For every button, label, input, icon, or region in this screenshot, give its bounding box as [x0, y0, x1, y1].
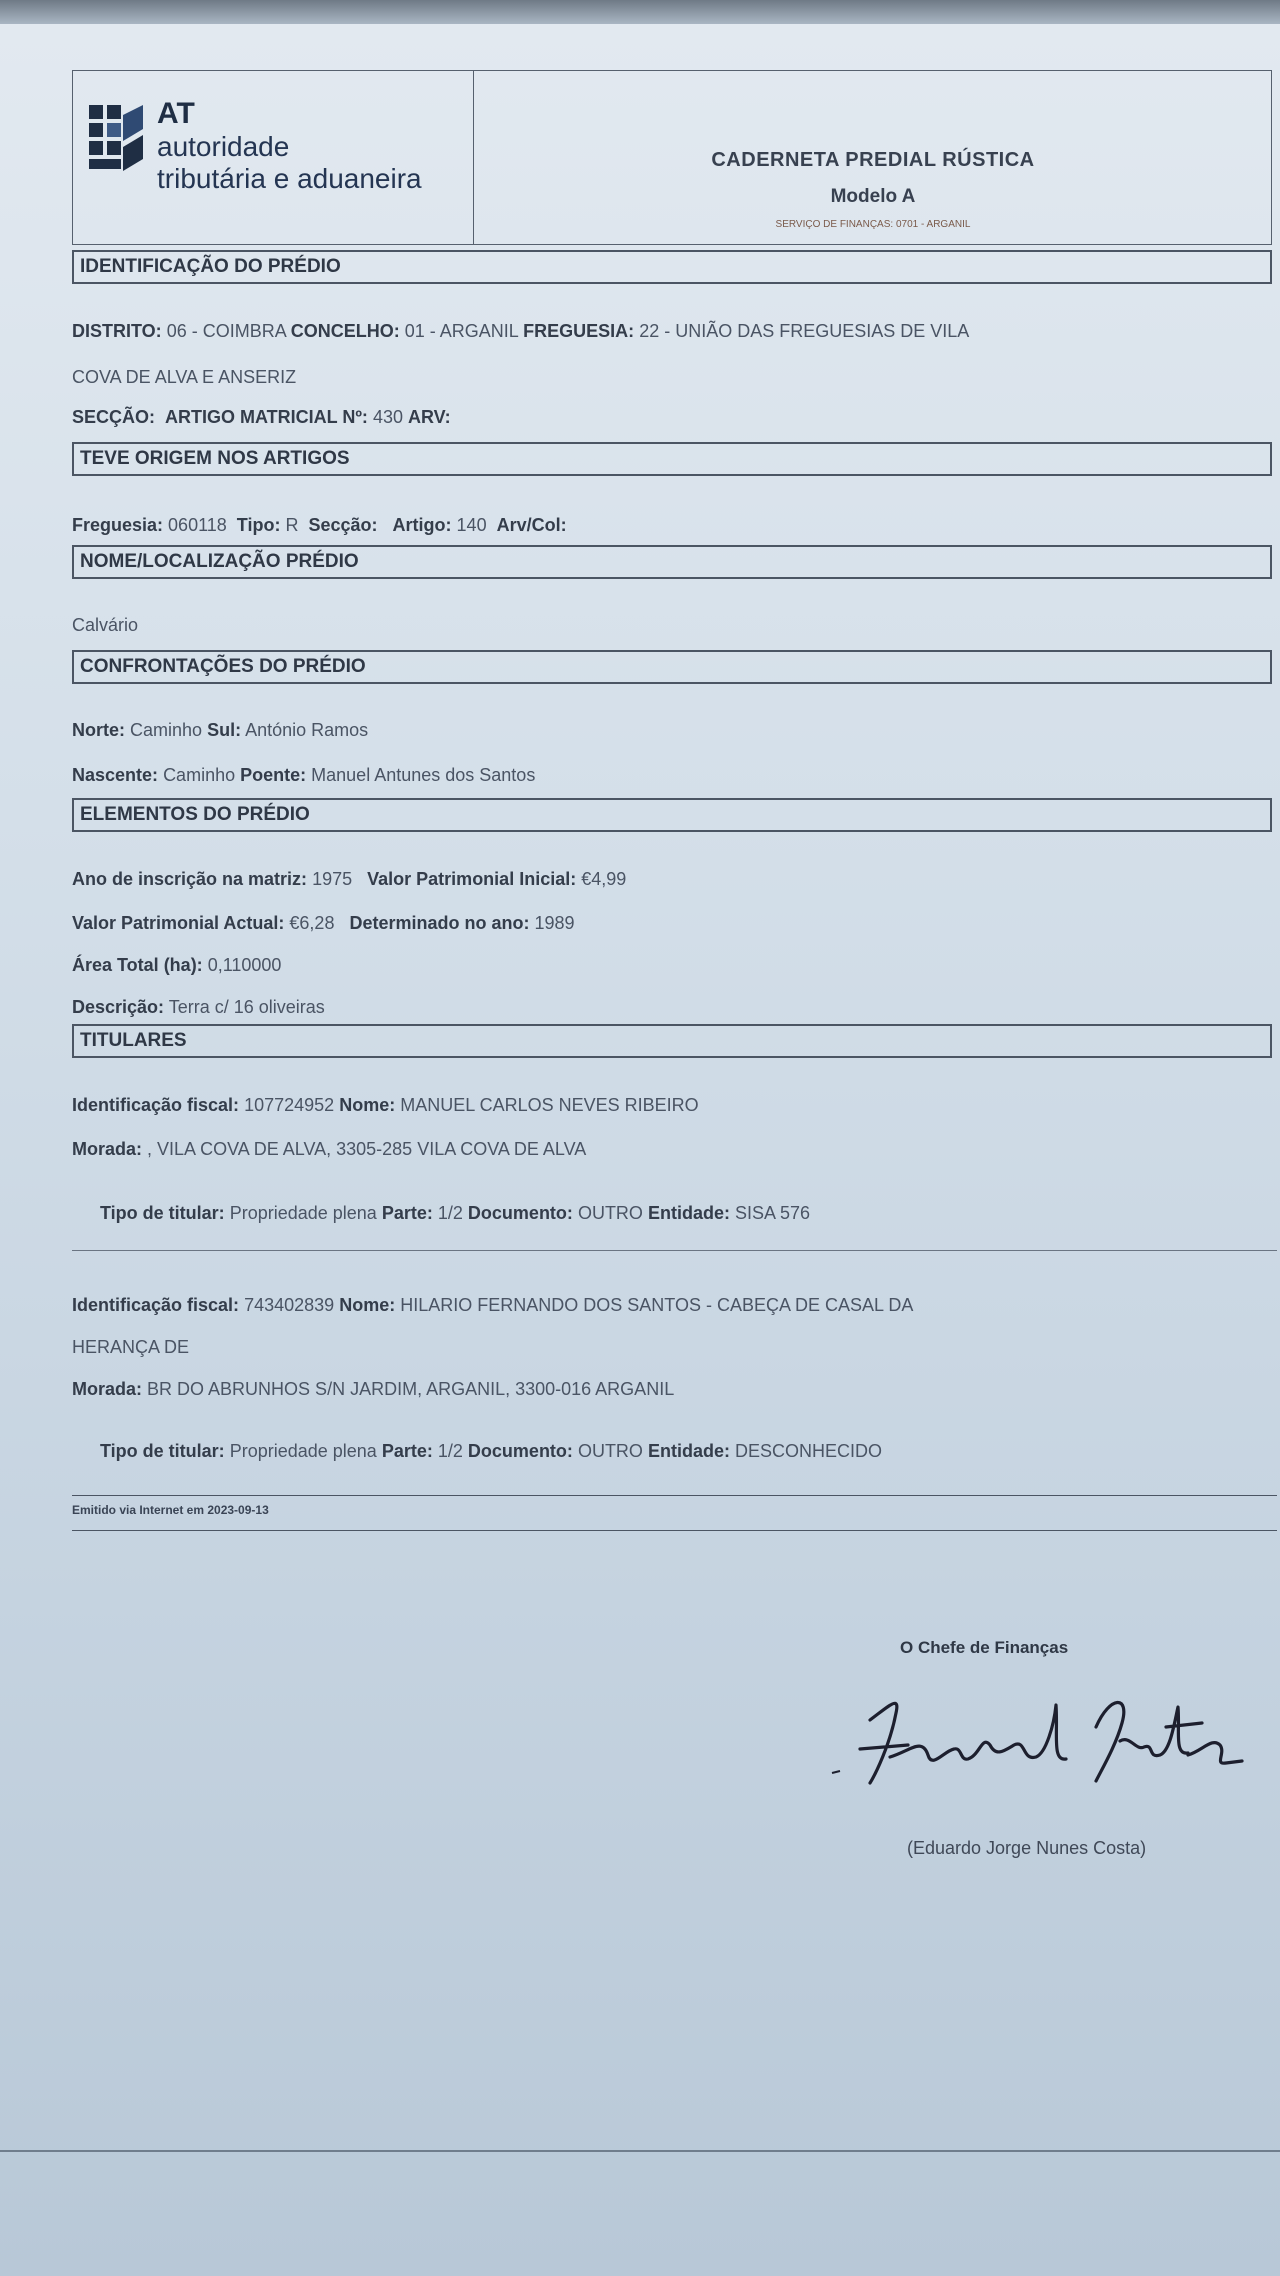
- titular-1-morada-line: [72, 1136, 1272, 1162]
- at-logo: [73, 71, 474, 244]
- ano-label: Ano de inscrição na matriz:: [72, 869, 308, 889]
- document-header: [72, 70, 1272, 245]
- artigo-line: [72, 404, 1272, 430]
- localizacao-value: Calvário: [72, 615, 139, 635]
- titular-divider: [72, 1250, 1277, 1251]
- determinado-value: 1989: [534, 913, 575, 933]
- titular-1-nif-line: [72, 1092, 1272, 1118]
- section-identificacao: IDENTIFICAÇÃO DO PRÉDIO: [72, 250, 1272, 284]
- arv-label: ARV:: [408, 407, 451, 427]
- norte-value: Caminho: [130, 720, 203, 740]
- artigo-label: ARTIGO MATRICIAL Nº:: [165, 407, 368, 427]
- nascente-value: Caminho: [163, 765, 236, 785]
- poente-value: Manuel Antunes dos Santos: [311, 765, 536, 785]
- titular-1-parte-label: Parte:: [381, 1203, 433, 1223]
- origem-line: [72, 512, 1272, 538]
- titular-1-tipo-label: Tipo de titular:: [100, 1203, 225, 1223]
- logo-name-line2: tributária e aduaneira: [157, 163, 422, 194]
- titular-1-morada-value: , VILA COVA DE ALVA, 3305-285 VILA COVA DE ALVA: [147, 1139, 587, 1159]
- document-model: Modelo A: [830, 186, 916, 207]
- titular-1-entidade-value: SISA 576: [734, 1203, 811, 1223]
- determinado-label: Determinado no ano:: [349, 913, 530, 933]
- sul-value: António Ramos: [245, 720, 369, 740]
- titular-2-morada-line: [72, 1376, 1272, 1402]
- origem-artigo-label: Artigo:: [392, 515, 452, 535]
- freguesia-value: 22 - UNIÃO DAS FREGUESIAS DE VILA: [639, 321, 970, 341]
- logo-name: [157, 131, 422, 195]
- titular-1-nif-label: Identificação fiscal:: [72, 1095, 240, 1115]
- origem-freguesia-label: Freguesia:: [72, 515, 164, 535]
- concelho-value: 01 - ARGANIL: [404, 321, 519, 341]
- titular-1-documento-label: Documento:: [467, 1203, 573, 1223]
- area-value: 0,110000: [207, 955, 282, 975]
- section-localizacao: NOME/LOCALIZAÇÃO PRÉDIO: [72, 545, 1272, 579]
- descricao-value: Terra c/ 16 oliveiras: [168, 997, 325, 1017]
- section-confrontacoes: CONFRONTAÇÕES DO PRÉDIO: [72, 650, 1272, 684]
- at-emblem-icon: [87, 101, 145, 175]
- titular-2-tipo-label: Tipo de titular:: [100, 1441, 225, 1461]
- titular-2-morada-label: Morada:: [72, 1379, 143, 1399]
- seccao-label: SECÇÃO:: [72, 407, 156, 427]
- section-elementos: ELEMENTOS DO PRÉDIO: [72, 798, 1272, 832]
- titular-1-nome-value: MANUEL CARLOS NEVES RIBEIRO: [400, 1095, 699, 1115]
- titular-1-documento-value: OUTRO: [577, 1203, 643, 1223]
- freguesia-value-cont: COVA DE ALVA E ANSERIZ: [72, 367, 297, 387]
- titular-2-entidade-value: DESCONHECIDO: [734, 1441, 882, 1461]
- titular-2-tipo-value: Propriedade plena: [229, 1441, 377, 1461]
- chefe-title: O Chefe de Finanças: [900, 1638, 1069, 1657]
- titular-1-nome-label: Nome:: [339, 1095, 396, 1115]
- descricao-line: [72, 994, 1272, 1020]
- titular-2-tipo-line: [100, 1438, 1280, 1464]
- nascente-label: Nascente:: [72, 765, 159, 785]
- norte-label: Norte:: [72, 720, 125, 740]
- norte-sul-line: [72, 717, 1272, 743]
- distrito-label: DISTRITO:: [72, 321, 162, 341]
- titular-1-nif-value: 107724952: [244, 1095, 335, 1115]
- document-title: CADERNETA PREDIAL RÚSTICA: [711, 149, 1035, 171]
- titular-2-documento-value: OUTRO: [577, 1441, 643, 1461]
- ano-vpi-line: [72, 866, 1272, 892]
- titular-2-entidade-label: Entidade:: [647, 1441, 730, 1461]
- titular-2-documento-label: Documento:: [467, 1441, 573, 1461]
- origem-tipo-value: R: [285, 515, 299, 535]
- vpa-label: Valor Patrimonial Actual:: [72, 913, 285, 933]
- nascente-poente-line: [72, 762, 1272, 788]
- origem-seccao-label: Secção:: [308, 515, 378, 535]
- titular-2-morada-value: BR DO ABRUNHOS S/N JARDIM, ARGANIL, 3300-016 ARGANIL: [147, 1379, 675, 1399]
- freguesia-label: FREGUESIA:: [523, 321, 635, 341]
- titular-1-tipo-line: [100, 1200, 1280, 1226]
- location-line: [72, 318, 1272, 344]
- origem-artigo-value: 140: [456, 515, 487, 535]
- titular-2-nome-label: Nome:: [339, 1295, 396, 1315]
- vpa-line: [72, 910, 1272, 936]
- artigo-value: 430: [372, 407, 403, 427]
- vpi-value: €4,99: [581, 869, 627, 889]
- poente-label: Poente:: [240, 765, 307, 785]
- titular-2-parte-value: 1/2: [437, 1441, 463, 1461]
- ano-value: 1975: [312, 869, 353, 889]
- tax-service: SERVIÇO DE FINANÇAS: 0701 - ARGANIL: [775, 219, 971, 230]
- emission-note: Emitido via Internet em 2023-09-13: [72, 1495, 1277, 1531]
- origem-freguesia-value: 060118: [168, 515, 227, 535]
- titular-2-parte-label: Parte:: [381, 1441, 433, 1461]
- titular-2-nome-cont: HERANÇA DE: [72, 1337, 190, 1357]
- vpa-value: €6,28: [289, 913, 335, 933]
- sul-label: Sul:: [207, 720, 242, 740]
- logo-abbreviation: AT: [157, 97, 195, 130]
- section-origem: TEVE ORIGEM NOS ARTIGOS: [72, 442, 1272, 476]
- titular-1-tipo-value: Propriedade plena: [229, 1203, 377, 1223]
- titular-1-entidade-label: Entidade:: [647, 1203, 730, 1223]
- origem-arvcol-label: Arv/Col:: [496, 515, 567, 535]
- titular-2-nif-value: 743402839: [244, 1295, 335, 1315]
- titular-1-morada-label: Morada:: [72, 1139, 143, 1159]
- vpi-label: Valor Patrimonial Inicial:: [367, 869, 577, 889]
- descricao-label: Descrição:: [72, 997, 165, 1017]
- logo-name-line1: autoridade: [157, 131, 290, 162]
- distrito-value: 06 - COIMBRA: [166, 321, 286, 341]
- area-line: [72, 952, 1272, 978]
- titular-2-nome-value: HILARIO FERNANDO DOS SANTOS - CABEÇA DE CASAL DA: [400, 1295, 914, 1315]
- section-titulares: TITULARES: [72, 1024, 1272, 1058]
- signee-name: (Eduardo Jorge Nunes Costa): [907, 1838, 1147, 1858]
- area-label: Área Total (ha):: [72, 955, 203, 975]
- origem-tipo-label: Tipo:: [236, 515, 281, 535]
- titular-1-parte-value: 1/2: [437, 1203, 463, 1223]
- paper-bottom-edge: [0, 2150, 1280, 2152]
- titular-2-nif-line: [72, 1292, 1272, 1318]
- handwritten-signature: [830, 1665, 1270, 1805]
- concelho-label: CONCELHO:: [290, 321, 400, 341]
- titular-2-nif-label: Identificação fiscal:: [72, 1295, 240, 1315]
